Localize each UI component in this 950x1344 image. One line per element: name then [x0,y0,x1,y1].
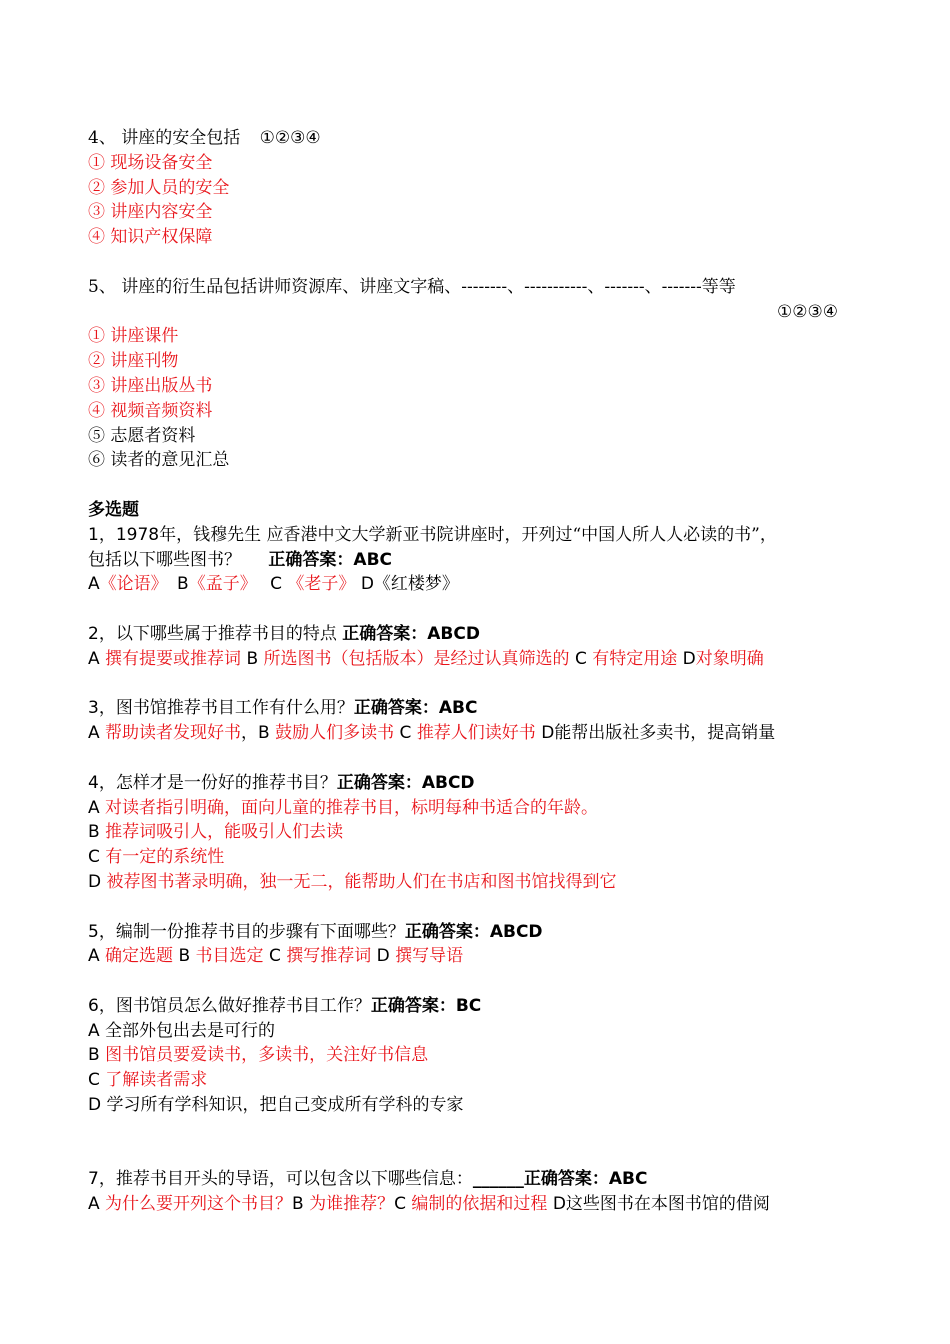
mq6-option-b [88,1043,868,1068]
multi-q4-a: 对读者指引明确，面向儿童的推荐书目，标明每种书适合的年龄。 [105,797,599,818]
multi-q2-stem: 以下哪些属于推荐书目的特点 [115,623,337,644]
multi-q4-b-letter: B [88,822,100,843]
multi-q1-a-letter: A [88,574,100,595]
multi-q2-num: 2， [88,623,116,644]
multi-q1-b: 《孟子》 [188,574,257,595]
mq3-options [88,721,868,746]
mq6-stem [88,994,868,1019]
multi-q4-d: 被荐图书著录明确，独一无二，能帮助人们在书店和图书馆找得到它 [106,871,617,892]
mq5-options [88,944,868,969]
mq6-option-c [88,1068,868,1093]
answer-label: 正确答案：ABCD [336,772,475,793]
multi-q6-d: 学习所有学科知识，把自己变成所有学科的专家 [106,1095,464,1116]
multi-q6-b-letter: B [88,1045,100,1066]
q4-option-3: ③ 讲座内容安全 [88,202,213,223]
answer-label: 正确答案：ABCD [342,623,480,644]
multi-q7-c: 编制的依据和过程 [411,1194,548,1215]
q5-option-3: ③ 讲座出版丛书 [88,375,213,396]
multi-q7-b: 为谁推荐？ [309,1194,395,1215]
mq7-stem [88,1167,868,1192]
q4-option-4: ④ 知识产权保障 [88,227,213,248]
multi-q3-b-letter: B [258,723,270,744]
question-5-answer: ①②③④ [777,301,838,322]
multi-q7-num: 7， [88,1169,116,1190]
multi-q6-stem: 图书馆员怎么做好推荐书目工作？ [115,995,371,1016]
multi-q4-stem: 怎样才是一份好的推荐书目？ [115,772,337,793]
multi-q1-c: 《老子》 [287,574,356,595]
mq6-option-d [88,1093,868,1118]
multi-q2-d-letter: D [682,648,696,669]
mq1-options [88,572,868,597]
document-page [88,126,868,1217]
multi-q7-c-letter: C [394,1194,406,1215]
multi-q3-d-letter: D [541,723,555,744]
multi-q5-b-letter: B [178,946,191,967]
multi-q4-c-letter: C [88,847,100,868]
mq5-stem [88,920,868,945]
q5-option-2: ② 讲座刊物 [88,351,179,372]
multi-q2-a-letter: A [88,648,100,669]
multi-q3-b: 鼓励人们多读书 [275,723,395,744]
q5-option-1: ① 讲座课件 [88,326,179,347]
multi-q6-b: 图书馆员要爱读书，多读书，关注好书信息 [105,1045,429,1066]
multi-q6-c-letter: C [88,1070,100,1091]
q5-option-5: ⑤ 志愿者资料 [88,425,196,446]
multi-q6-a: 全部外包出去是可行的 [105,1020,276,1041]
multi-q3-a-letter: A [88,723,100,744]
multi-q5-num: 5， [88,921,116,942]
multi-q1-d-letter: D [360,574,374,595]
fill-blank: ______ [472,1169,524,1190]
multi-q3-sep: ， [241,723,259,744]
q4-option-1: ① 现场设备安全 [88,152,213,173]
multi-q5-a: 确定选题 [105,946,174,967]
multi-q1-stem-b: 包括以下哪些图书？ [88,549,241,570]
mq3-stem [88,696,868,721]
multi-q2-a: 撰有提要或推荐词 [105,648,242,669]
multi-q7-a-letter: A [88,1194,100,1215]
multi-q5-c-letter: C [268,946,281,967]
multi-q6-num: 6， [88,995,116,1016]
multi-q2-b: 所选图书（包括版本）是经过认真筛选的 [263,648,570,669]
multi-q6-a-letter: A [88,1020,100,1041]
multi-q1-year: 1978 [115,524,160,545]
mq2-options [88,647,868,672]
q5-option-4: ④ 视频音频资料 [88,400,213,421]
mq4-option-c [88,845,868,870]
multi-q7-a: 为什么要开列这个书目？ [105,1194,293,1215]
multi-q4-c: 有一定的系统性 [105,847,225,868]
q4-option-2: ② 参加人员的安全 [88,177,230,198]
multi-q7-d-letter: D [552,1194,566,1215]
answer-label: 正确答案：BC [370,995,482,1016]
multi-q1-num: 1， [88,524,116,545]
mq6-option-a [88,1019,868,1044]
multi-q5-d: 撰写导语 [395,946,464,967]
answer-marks: ①②③④ [259,128,321,148]
mq1-stem-line2 [88,548,868,573]
answer-label: 正确答案：ABC [353,698,478,719]
answer-label: 正确答案：ABC [268,549,392,570]
multi-q1-c-letter: C [270,574,282,595]
multi-q3-c: 推荐人们读好书 [416,723,536,744]
mq7-options [88,1192,868,1217]
question-text: 4、 讲座的安全包括 [88,128,241,148]
multi-q1-stem-a: 年，钱穆先生 应香港中文大学新亚书院讲座时，开列过“中国人所人人必读的书”， [159,524,777,545]
multi-q6-c: 了解读者需求 [105,1070,208,1091]
multi-q2-c: 有特定用途 [592,648,678,669]
multi-q5-c: 撰写推荐词 [286,946,372,967]
multi-q5-a-letter: A [88,946,100,967]
multi-q4-b: 推荐词吸引人，能吸引人们去读 [105,822,344,843]
multi-q3-c-letter: C [399,723,412,744]
answer-label: 正确答案：ABC [523,1169,648,1190]
mq4-option-d [88,870,868,895]
multi-q1-a: 《论语》 [99,574,168,595]
multi-q7-stem: 推荐书目开头的导语，可以包含以下哪些信息： [115,1169,473,1190]
multi-q4-d-letter: D [88,871,102,892]
multi-q5-stem: 编制一份推荐书目的步骤有下面哪些？ [115,921,405,942]
multi-q2-d: 对象明确 [695,648,764,669]
multi-q1-d: 《红楼梦》 [373,574,459,595]
question-4-stem [88,126,868,151]
q5-option-6: ⑥ 读者的意见汇总 [88,450,230,471]
section-heading: 多选题 [88,499,139,520]
multi-q3-num: 3， [88,698,116,719]
multi-q7-b-letter: B [292,1194,304,1215]
multi-q3-d: 能帮出版社多卖书，提高销量 [554,723,776,744]
multi-q3-a: 帮助读者发现好书 [105,723,242,744]
mq4-stem [88,771,868,796]
multi-q4-a-letter: A [88,797,100,818]
mq1-stem-line1 [88,523,868,548]
multi-q2-b-letter: B [246,648,259,669]
mq4-option-a [88,796,868,821]
question-5-stem: 5、 讲座的衍生品包括讲师资源库、讲座文字稿、--------、-----------、-------、-------等等 [88,276,736,297]
answer-label: 正确答案：ABCD [404,921,543,942]
multi-q6-d-letter: D [88,1095,102,1116]
multi-q4-num: 4， [88,772,116,793]
multi-q7-d: 这些图书在本图书馆的借阅 [565,1194,770,1215]
mq2-stem [88,622,868,647]
multi-q1-b-letter: B [177,574,189,595]
multi-q5-b: 书目选定 [195,946,264,967]
multi-q5-d-letter: D [376,946,390,967]
multi-q3-stem: 图书馆推荐书目工作有什么用？ [115,698,354,719]
multi-q2-c-letter: C [574,648,587,669]
mq4-option-b [88,820,868,845]
